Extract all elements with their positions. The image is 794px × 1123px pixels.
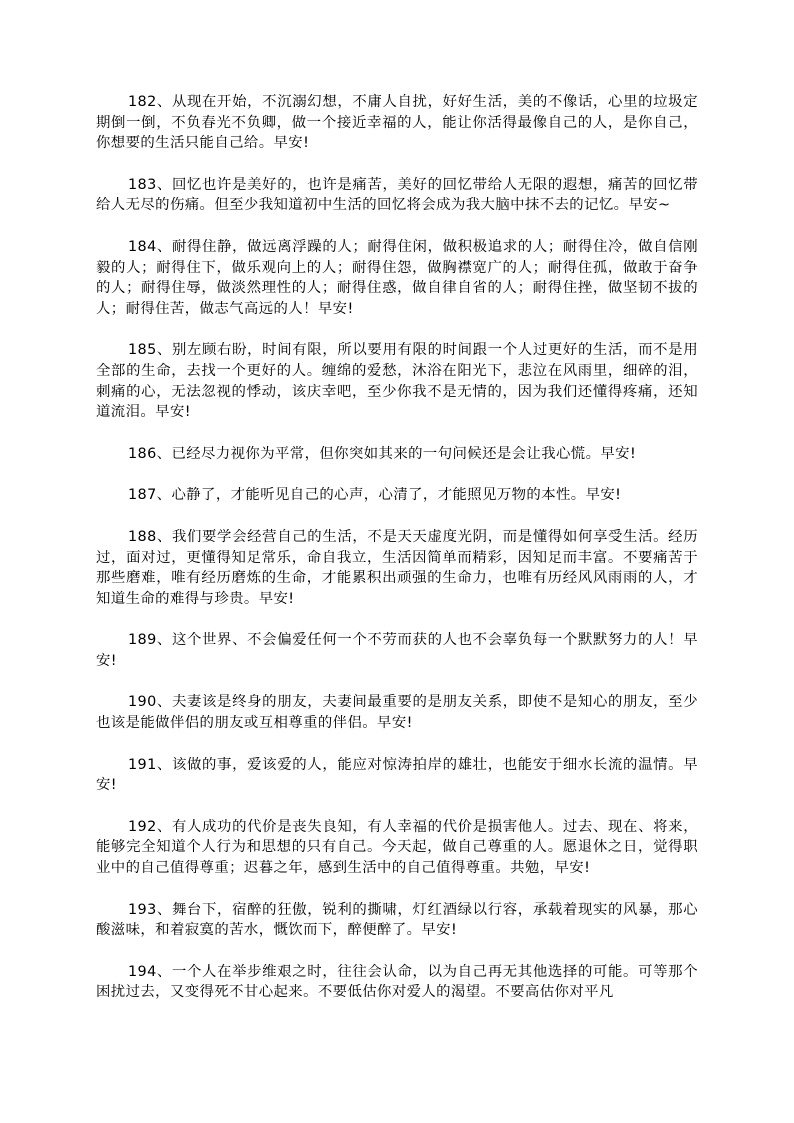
paragraph-183: 183、回忆也许是美好的，也许是痛苦，美好的回忆带给人无限的遐想，痛苦的回忆带给人无尽的伤痛。但至少我知道初中生活的回忆将会成为我大脑中抹不去的记忆。早安~ bbox=[96, 176, 698, 214]
paragraph-188: 188、我们要学会经营自己的生活，不是天天虚度光阴，而是懂得如何享受生活。经历过，面对过，更懂得知足常乐，命自我立，生活因简单而精彩，因知足而丰富。不要痛苦于那些磨难，唯有经历磨炼的生命，才能累积出顽强的生命力，也唯有历经风风雨雨的人，才知道生命的难得与珍贵。早安! bbox=[96, 528, 698, 607]
paragraph-190: 190、夫妻该是终身的朋友，夫妻间最重要的是朋友关系，即使不是知心的朋友，至少也该是能做伴侣的朋友或互相尊重的伴侣。早安! bbox=[96, 694, 698, 732]
paragraph-186: 186、已经尽力视你为平常，但你突如其来的一句问候还是会让我心慌。早安! bbox=[128, 445, 637, 462]
paragraph-191: 191、该做的事，爱该爱的人，能应对惊涛拍岸的雄壮，也能安于细水长流的温情。早安! bbox=[96, 756, 698, 794]
paragraph-187: 187、心静了，才能听见自己的心声，心清了，才能照见万物的本性。早安! bbox=[128, 487, 622, 504]
paragraph-193: 193、舞台下，宿醉的狂傲，锐利的撕啸，灯红酒绿以行容，承载着现实的风暴，那心酸滋味，和着寂寞的苦水，慨饮而下，醉便醉了。早安! bbox=[96, 901, 698, 939]
paragraph-194: 194、一个人在举步维艰之时，往往会认命，以为自己再无其他选择的可能。可等那个困扰过去，又变得死不甘心起来。不要低估你对爱人的渴望。不要高估你对平凡 bbox=[96, 963, 698, 1001]
document-body bbox=[96, 92, 698, 1024]
paragraph-192: 192、有人成功的代价是丧失良知，有人幸福的代价是损害他人。过去、现在、将来，能够完全知道个人行为和思想的只有自己。今天起，做自己尊重的人。愿退休之日，觉得职业中的自己值得尊重；迟暮之年，感到生活中的自己值得尊重。共勉，早安! bbox=[96, 818, 698, 877]
paragraph-185: 185、别左顾右盼，时间有限，所以要用有限的时间跟一个人过更好的生活，而不是用全部的生命，去找一个更好的人。缠绵的爱愁，沐浴在阳光下，悲泣在风雨里，细碎的泪，刺痛的心，无法忽视的悸动，该庆幸吧，至少你我不是无情的，因为我们还懂得疼痛，还知道流泪。早安! bbox=[96, 342, 698, 421]
paragraph-182: 182、从现在开始，不沉溺幻想，不庸人自扰，好好生活，美的不像话，心里的垃圾定期倒一倒，不负春光不负卿，做一个接近幸福的人，能让你活得最像自己的人，是你自己，你想要的生活只能自己给。早安! bbox=[96, 94, 698, 152]
paragraph-189: 189、这个世界、不会偏爱任何一个不劳而获的人也不会辜负每一个默默努力的人！早安! bbox=[96, 632, 698, 669]
paragraph-184: 184、耐得住静，做远离浮躁的人；耐得住闲，做积极追求的人；耐得住冷，做自信刚毅的人；耐得住下，做乐观向上的人；耐得住怨，做胸襟宽广的人；耐得住孤，做敢于奋争的人；耐得住辱，做淡然理性的人；耐得住惑，做自律自省的人；耐得住挫，做坚韧不拔的人；耐得住苦，做志气高远的人！早安! bbox=[96, 238, 698, 317]
